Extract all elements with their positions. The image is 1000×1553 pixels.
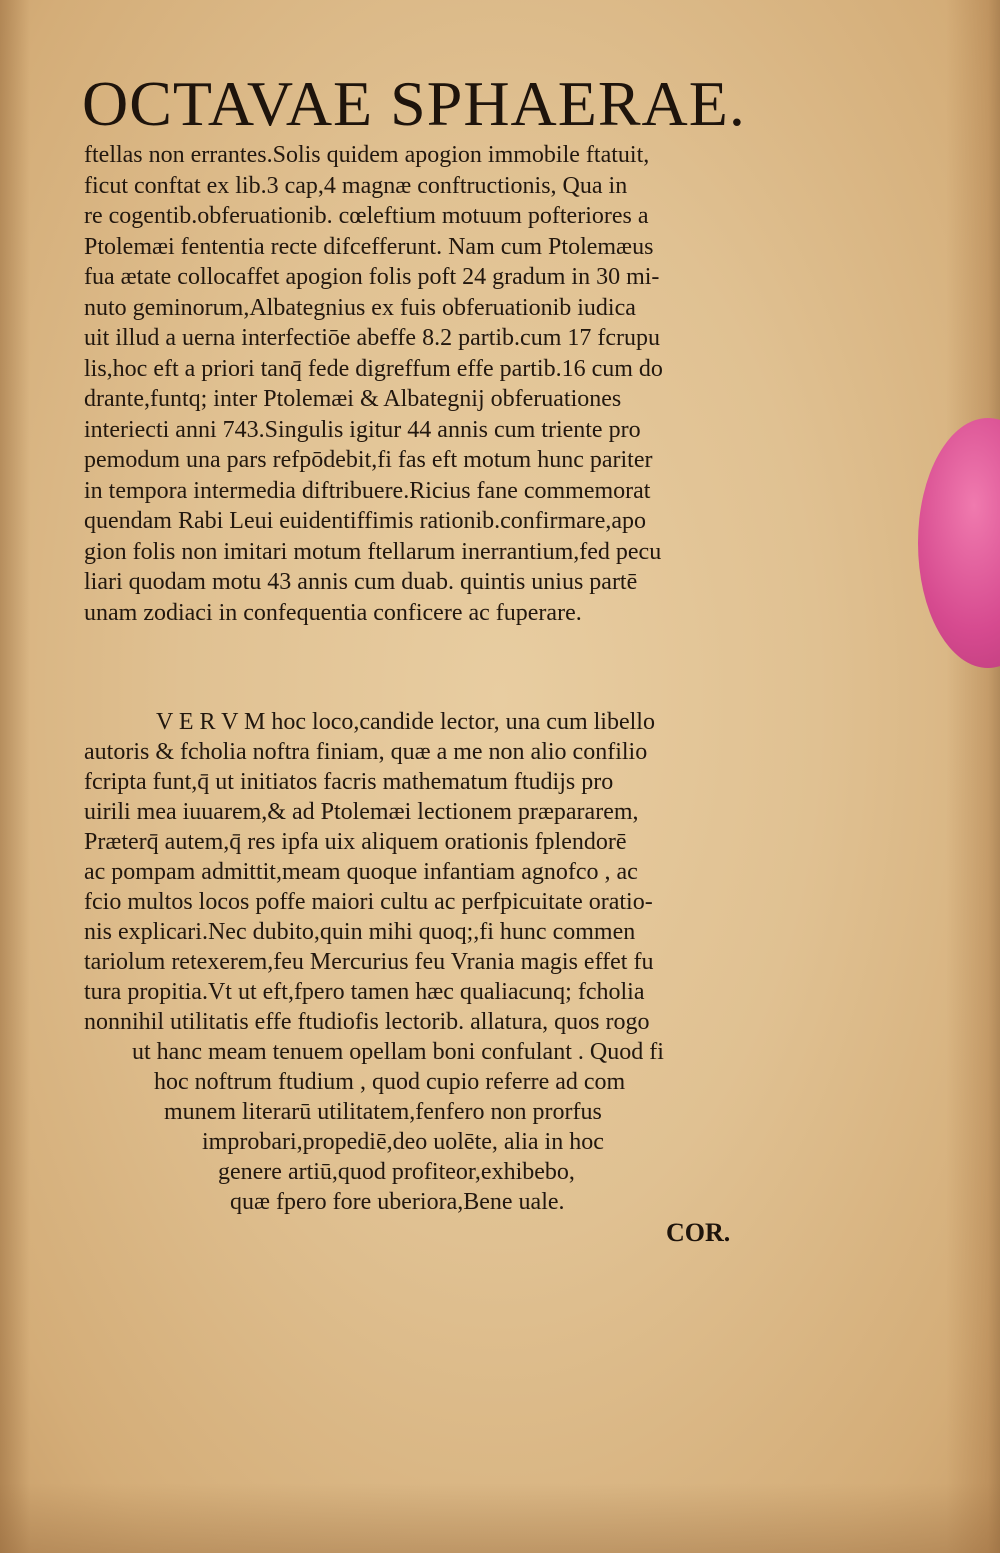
page-edge-shadow-right bbox=[946, 0, 1000, 1553]
text-line: pemodum una pars refpōdebit,fi fas eft motum hunc pariter bbox=[84, 447, 653, 473]
text-line: nuto geminorum,Albategnius ex fuis obferuationib iudica bbox=[84, 294, 636, 321]
text-line: ficut conftat ex lib.3 cap,4 magnæ conftructionis, Qua in bbox=[84, 172, 628, 199]
paragraph-1 bbox=[84, 140, 764, 628]
text-line: tura propitia.Vt ut eft,fpero tamen hæc qualiacunq; fcholia bbox=[84, 979, 645, 1005]
text-line: ac pompam admittit,meam quoque infantiam agnofco , ac bbox=[84, 859, 638, 885]
text-line: fcio multos locos poffe maiori cultu ac perfpicuitate oratio- bbox=[84, 889, 653, 915]
text-line: gion folis non imitari motum ftellarum inerrantium,fed pecu bbox=[84, 538, 662, 565]
text-line: quæ fpero fore uberiora,Bene uale. bbox=[230, 1189, 565, 1215]
page-title: OCTAVAE SPHAERAE. bbox=[82, 68, 746, 139]
pink-bookmark-tab bbox=[918, 418, 1000, 668]
text-line: uirili mea iuuarem,& ad Ptolemæi lectionem præpararem, bbox=[84, 799, 639, 825]
text-line: nis explicari.Nec dubito,quin mihi quoq;,fi hunc commen bbox=[84, 919, 636, 945]
text-line: genere artiū,quod profiteor,exhibebo, bbox=[218, 1159, 575, 1185]
text-line: unam zodiaci in confequentia conficere ac fuperare. bbox=[84, 599, 582, 626]
text-line: fua ætate collocaffet apogion folis poft 24 gradum in 30 mi- bbox=[84, 264, 660, 290]
page-edge-shadow-left bbox=[0, 0, 30, 1553]
text-line: hoc noftrum ftudium , quod cupio referre ad com bbox=[154, 1069, 626, 1095]
text-line: ut hanc meam tenuem opellam boni confulant . Quod fi bbox=[132, 1039, 664, 1065]
text-line: uit illud a uerna interfectiōe abeffe 8.2 partib.cum 17 fcrupu bbox=[84, 325, 660, 351]
text-line: interiecti anni 743.Singulis igitur 44 annis cum triente pro bbox=[84, 416, 641, 443]
text-line: in tempora intermedia diftribuere.Ricius fane commemorat bbox=[84, 477, 651, 504]
page-edge-shadow-bottom bbox=[0, 1483, 1000, 1553]
text-line: nonnihil utilitatis effe ftudiofis lectorib. allatura, quos rogo bbox=[84, 1009, 650, 1035]
paragraph-2 bbox=[84, 707, 764, 1217]
text-line: munem literarū utilitatem,fenfero non prorfus bbox=[164, 1099, 602, 1125]
text-line: ftellas non errantes.Solis quidem apogion immobile ftatuit, bbox=[84, 142, 650, 168]
text-line: Præterq̄ autem,q̄ res ipfa uix aliquem orationis fplendorē bbox=[84, 829, 627, 855]
text-line: tariolum retexerem,feu Mercurius feu Vrania magis effet fu bbox=[84, 949, 654, 975]
catchword: COR. bbox=[666, 1218, 731, 1247]
text-line: liari quodam motu 43 annis cum duab. quintis unius partē bbox=[84, 569, 638, 595]
text-line: improbari,propediē,deo uolēte, alia in hoc bbox=[202, 1129, 604, 1155]
text-line: lis,hoc eft a priori tanq̄ fede digreffum effe partib.16 cum do bbox=[84, 355, 663, 382]
text-line: re cogentib.obferuationib. cœleftium motuum pofteriores a bbox=[84, 203, 649, 229]
text-line: autoris & fcholia noftra finiam, quæ a me non alio confilio bbox=[84, 739, 648, 765]
text-line: V E R V M hoc loco,candide lector, una cum libello bbox=[156, 709, 655, 735]
text-line: fcripta funt,q̄ ut initiatos facris mathematum ftudijs pro bbox=[84, 769, 614, 795]
text-line: Ptolemæi fententia recte difcefferunt. Nam cum Ptolemæus bbox=[84, 233, 654, 260]
text-line: quendam Rabi Leui euidentiffimis rationib.confirmare,apo bbox=[84, 508, 647, 534]
text-line: drante,funtq; inter Ptolemæi & Albategnij obferuationes bbox=[84, 386, 622, 412]
